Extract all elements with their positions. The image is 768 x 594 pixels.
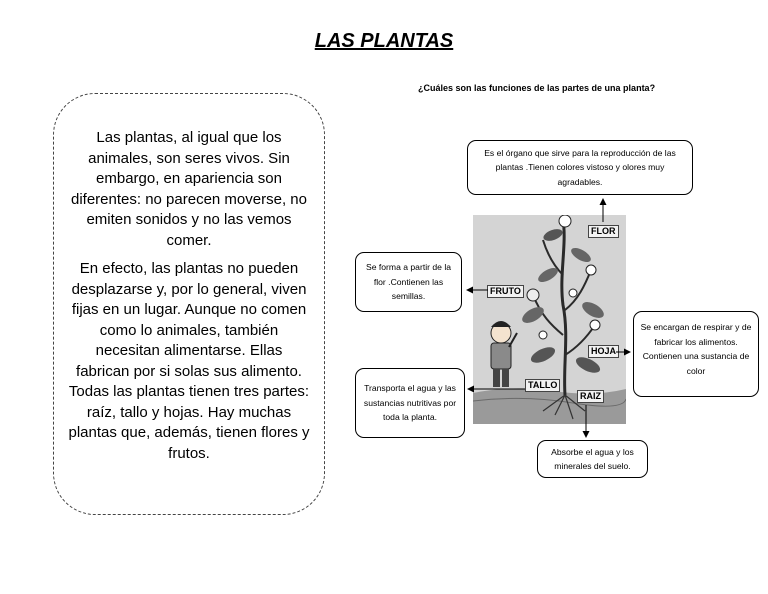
callout-tallo-text: Transporta el agua y las sustancias nutritivas por toda la planta. <box>363 383 457 423</box>
callout-fruto <box>355 252 462 312</box>
label-raiz: RAIZ <box>577 390 604 403</box>
callout-raiz-text: Absorbe el agua y los minerales del suelo. <box>551 446 634 471</box>
intro-paragraph-1: Las plantas, al igual que los animales, son seres vivos. Sin embargo, en apariencia son diferentes: no parecen moverse, no emiten sonidos y no las vemos comer. <box>71 129 307 249</box>
callout-hoja <box>633 311 759 397</box>
callout-flor-text: Es el órgano que sirve para la reproducción de las plantas .Tienen colores vistoso y olores muy agradables. <box>484 147 676 187</box>
diagram-question: ¿Cuáles son las funciones de las partes de una planta? <box>418 83 656 93</box>
page-title: LAS PLANTAS <box>314 30 454 52</box>
callout-tallo <box>355 368 465 438</box>
label-flor: FLOR <box>588 225 619 238</box>
callout-hoja-text: Se encargan de respirar y de fabricar los alimentos. Contienen una sustancia de color <box>640 322 752 376</box>
label-hoja: HOJA <box>588 345 619 358</box>
callout-fruto-text: Se forma a partir de la flor .Contienen las semillas. <box>365 262 452 302</box>
callout-flor <box>467 140 693 195</box>
label-fruto: FRUTO <box>487 285 524 298</box>
intro-paragraph-2: En efecto, las plantas no pueden desplazarse y, por lo general, viven fijas en un lugar. Aunque no comen como lo animales, también necesitan alimentarse. Ellas fabrican por si solas sus alimento. Todas las plantas tienen tres partes: raíz, tallo y hojas. Hay muchas plantas que, además, tienen flores y frutos. <box>68 260 310 462</box>
callout-raiz <box>537 440 648 478</box>
label-tallo: TALLO <box>525 379 560 392</box>
